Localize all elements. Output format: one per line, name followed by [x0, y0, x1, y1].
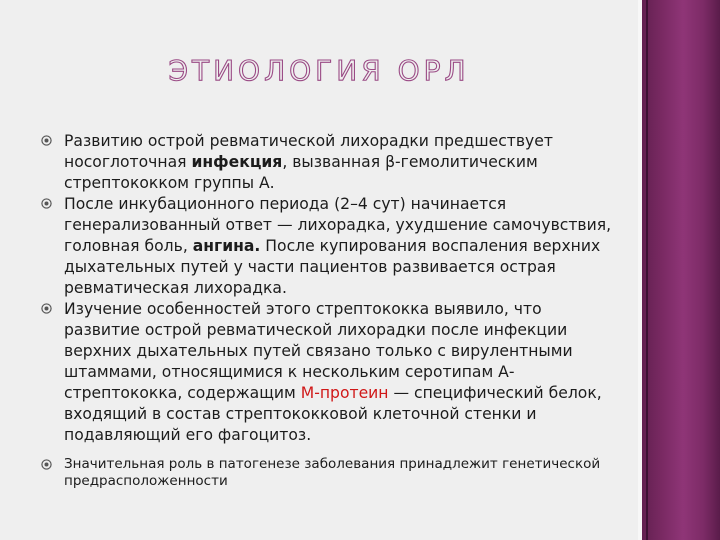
decorative-side-bar — [638, 0, 720, 540]
bullet-4-text: Значительная роль в патогенезе заболевания принадлежит генетической предрасположенности — [64, 456, 601, 489]
bullet-item-1 — [40, 131, 620, 194]
slide-title: ЭТИОЛОГИЯ ОРЛ — [168, 54, 470, 87]
bullet-item-4 — [40, 456, 620, 490]
bullet-1-text-a: Развитию острой ревматической лихорадки предшествует носоглоточная — [64, 132, 553, 171]
target-bullet-icon — [41, 198, 52, 209]
bullet-2-text-b: После купирования воспаления верхних дыхательных путей у части пациентов развивается острая ревматическая лихорадка. — [64, 237, 601, 297]
side-bar-stripe-dark — [646, 0, 648, 540]
bullet-list — [40, 131, 620, 490]
side-bar-stripe — [638, 0, 642, 540]
bullet-3-text-a: Изучение особенностей этого стрептококка выявило, что развитие острой ревматической лихорадки после инфекции верхних дыхательных путей связано только с вирулентными штаммами, относящимися к нескольким серотипам А-стрептококка, содержащим — [64, 300, 573, 402]
bullet-3-highlight: М-протеин — [300, 384, 389, 402]
target-bullet-icon — [41, 135, 52, 146]
target-bullet-icon — [41, 459, 52, 470]
bullet-item-3 — [40, 299, 620, 446]
bullet-item-2 — [40, 194, 620, 299]
bullet-2-text-a: После инкубационного периода (2–4 сут) начинается генерализованный ответ — лихорадка, ухудшение самочувствия, головная боль, — [64, 195, 612, 255]
bullet-1-bold: инфекция — [191, 153, 283, 171]
bullet-3-text-b: — специфический белок, входящий в состав стрептококковой клеточной стенки и подавляющий его фагоцитоз. — [64, 384, 602, 444]
target-bullet-icon — [41, 303, 52, 314]
bullet-2-bold: ангина. — [192, 237, 261, 255]
bullet-1-text-b: , вызванная β-гемолитическим стрептококком группы А. — [64, 153, 538, 192]
